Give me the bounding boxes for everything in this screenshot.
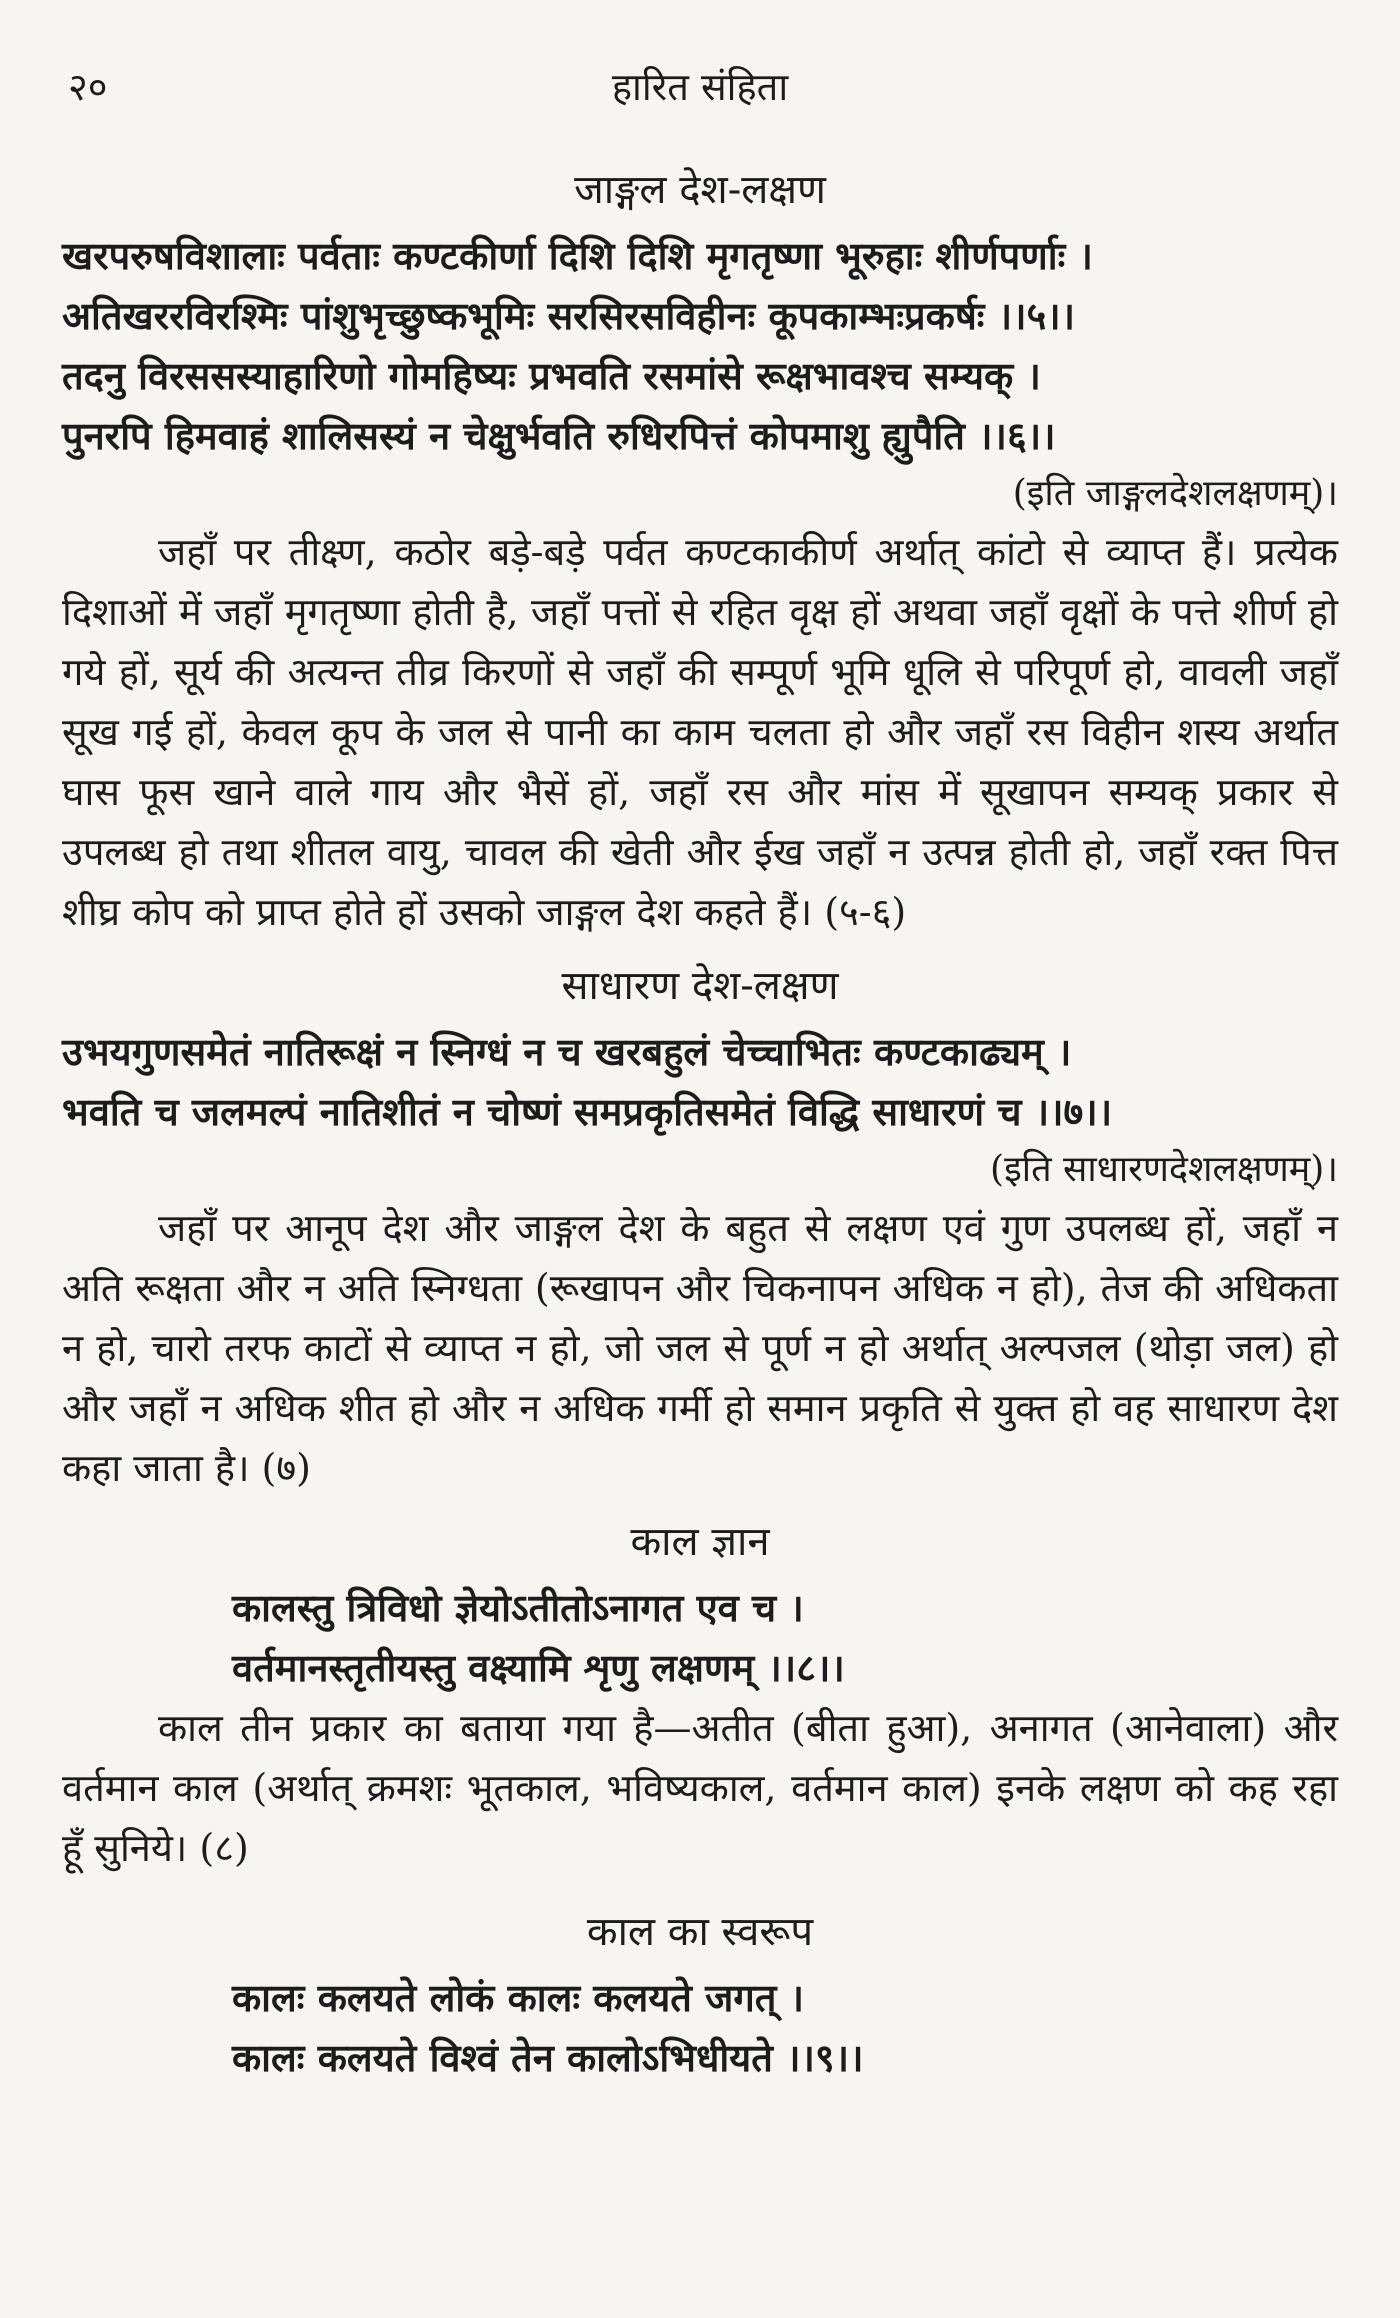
running-header-title: हारित संहिता (611, 65, 789, 109)
verse-line: अतिखररविरश्मिः पांशुभृच्छुष्कभूमिः सरसिरसविहीनः कूपकाम्भःप्रकर्षः ।।५।। (62, 293, 1076, 338)
verse-line: भवति च जलमल्पं नातिशीतं न चोष्णं समप्रकृतिसमेतं विद्धि साधारणं च ।।७।। (62, 1089, 1113, 1134)
section-colophon: (इति जाङ्गलदेशलक्षणम्)। (1012, 473, 1338, 514)
verse-line: उभयगुणसमेतं नातिरूक्षं न स्निग्धं न च खरबहुलं चेच्चाभितः कण्टकाढ्यम् । (62, 1029, 1072, 1074)
sanskrit-verse (62, 226, 1338, 466)
hindi-commentary: काल तीन प्रकार का बताया गया है—अतीत (बीता हुआ), अनागत (आनेवाला) और वर्तमान काल (अर्थात् क्रमशः भूतकाल, भविष्यकाल, वर्तमान काल) इनके लक्षण को कह रहा हूँ सुनिये। (८) (62, 1706, 1338, 1870)
verse-line: तदनु विरससस्याहारिणो गोमहिष्यः प्रभवति रसमांसे रूक्षभावश्च सम्यक् । (62, 353, 1041, 398)
verse-line: कालस्तु त्रिविधो ज्ञेयोऽतीतोऽनागत एव च । (232, 1585, 804, 1630)
section-heading: काल ज्ञान (630, 1519, 770, 1565)
verse-line: कालः कलयते लोकं कालः कलयते जगत् । (232, 1975, 805, 2020)
verse-line: कालः कलयते विश्वं तेन कालोऽभिधीयते ।।९।। (232, 2035, 864, 2080)
verse-line: पुनरपि हिमवाहं शालिसस्यं न चेक्षुर्भवति रुधिरपित्तं कोपमाशु ह्युपैति ।।६।। (62, 413, 1056, 458)
verse-line: वर्तमानस्तृतीयस्तु वक्ष्यामि शृणु लक्षणम् ।।८।। (232, 1645, 845, 1690)
section-heading: साधारण देश-लक्षण (561, 963, 839, 1009)
hindi-commentary: जहाँ पर आनूप देश और जाङ्गल देश के बहुत से लक्षण एवं गुण उपलब्ध हों, जहाँ न अति रूक्षता और न अति स्निग्धता (रूखापन और चिकनापन अधिक न हो), तेज की अधिकता न हो, चारो तरफ काटों से व्याप्त न हो, जो जल से पूर्ण न हो अर्थात् अल्पजल (थोड़ा जल) हो और जहाँ न अधिक शीत हो और न अधिक गर्मी हो समान प्रकृति से युक्त हो वह साधारण देश कहा जाता है। (७) (62, 1206, 1338, 1490)
section-heading: काल का स्वरूप (586, 1909, 814, 1955)
hindi-commentary: जहाँ पर तीक्ष्ण, कठोर बड़े-बड़े पर्वत कण्टकाकीर्ण अर्थात् कांटो से व्याप्त हैं। प्रत्येक दिशाओं में जहाँ मृगतृष्णा होती है, जहाँ पत्तों से रहित वृक्ष हों अथवा जहाँ वृक्षों के पत्ते शीर्ण हो गये हों, सूर्य की अत्यन्त तीव्र किरणों से जहाँ की सम्पूर्ण भूमि धूलि से परिपूर्ण हो, वावली जहाँ सूख गई हों, केवल कूप के जल से पानी का काम चलता हो और जहाँ रस विहीन शस्य अर्थात घास फूस खाने वाले गाय और भैसें हों, जहाँ रस और मांस में सूखापन सम्यक् प्रकार से उपलब्ध हो तथा शीतल वायु, चावल की खेती और ईख जहाँ न उत्पन्न होती हो, जहाँ रक्त पित्त शीघ्र कोप को प्राप्त होते हों उसको जाङ्गल देश कहते हैं। (५-६) (62, 530, 1338, 934)
sanskrit-verse (62, 1022, 1338, 1142)
section-heading: जाङ्गल देश-लक्षण (574, 167, 826, 213)
sanskrit-verse (62, 1578, 1338, 1698)
sanskrit-verse (62, 1968, 1338, 2088)
page-content (62, 160, 1338, 2088)
verse-line: खरपरुषविशालाः पर्वताः कण्टकीर्णा दिशि दिशि मृगतृष्णा भूरुहाः शीर्णपर्णाः । (62, 233, 1093, 278)
section-colophon: (इति साधारणदेशलक्षणम्)। (990, 1149, 1338, 1190)
page-number: २० (68, 65, 108, 109)
